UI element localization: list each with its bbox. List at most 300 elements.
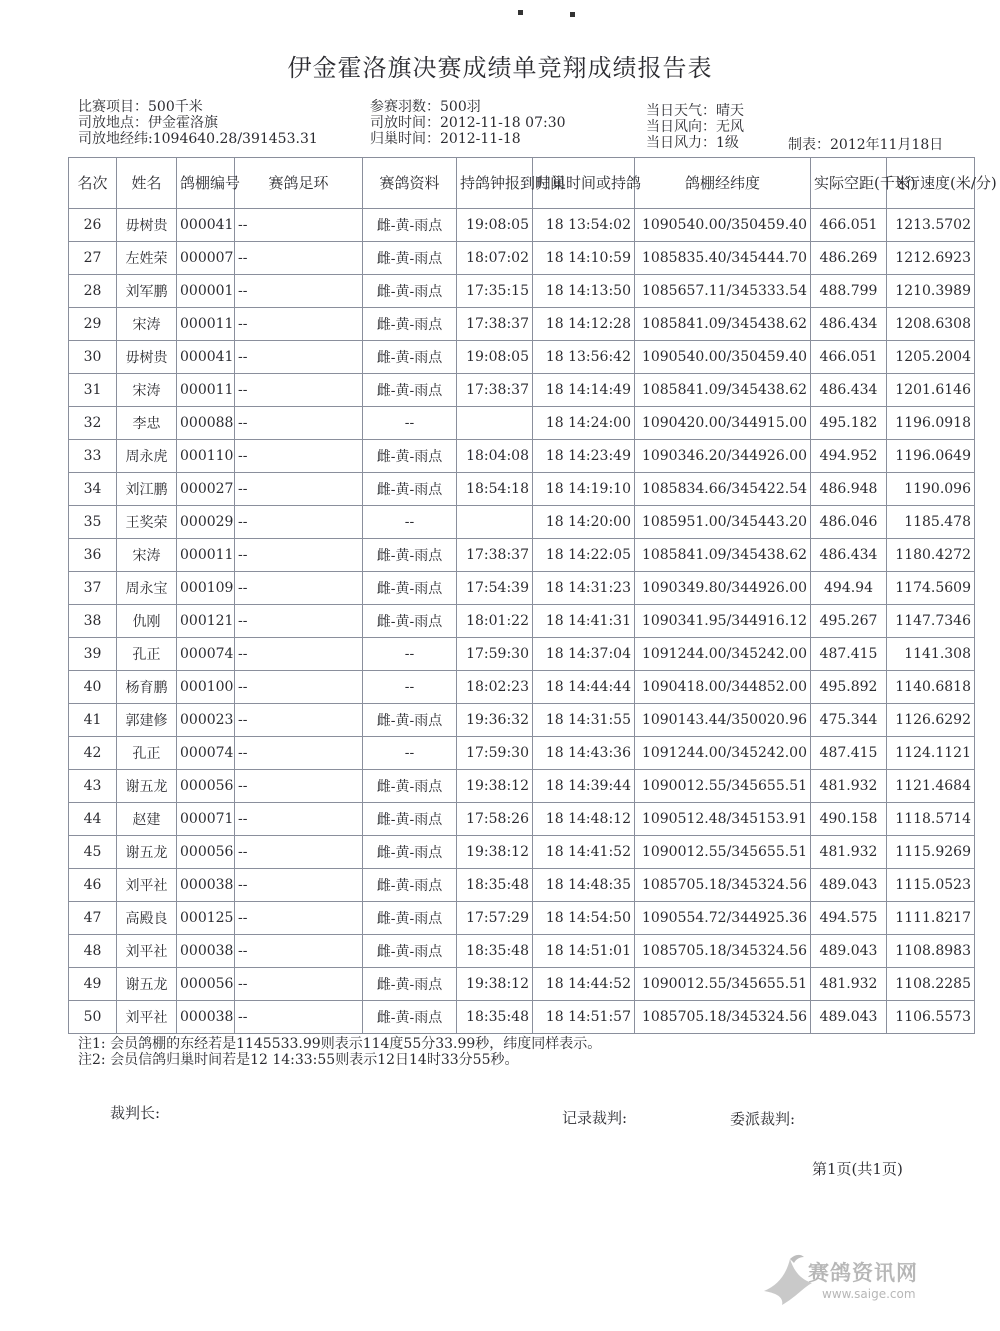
cell-coords: 1085705.18/345324.56 bbox=[635, 869, 811, 902]
table-row bbox=[69, 473, 975, 506]
cell-return-time: 18 14:13:50 bbox=[533, 275, 635, 308]
cell-ring: -- bbox=[235, 902, 363, 935]
cell-name: 杨育鹏 bbox=[117, 671, 177, 704]
cell-loft-id: 000074 bbox=[177, 638, 235, 671]
cell-distance: 487.415 bbox=[811, 737, 887, 770]
cell-ring: -- bbox=[235, 242, 363, 275]
cell-coords: 1090418.00/344852.00 bbox=[635, 671, 811, 704]
cell-pigeon-info: 雌-黄-雨点 bbox=[363, 473, 457, 506]
cell-loft-id: 000041 bbox=[177, 209, 235, 242]
delegate-judge-label: 委派裁判: bbox=[730, 1110, 796, 1128]
wind-force: 当日风力：1级 bbox=[646, 135, 739, 151]
cell-distance: 487.415 bbox=[811, 638, 887, 671]
cell-pigeon-info: 雌-黄-雨点 bbox=[363, 242, 457, 275]
cell-distance: 475.344 bbox=[811, 704, 887, 737]
cell-rank: 34 bbox=[69, 473, 117, 506]
cell-loft-id: 000027 bbox=[177, 473, 235, 506]
cell-name: 宋涛 bbox=[117, 539, 177, 572]
cell-pigeon-info: 雌-黄-雨点 bbox=[363, 704, 457, 737]
cell-pigeon-info: 雌-黄-雨点 bbox=[363, 869, 457, 902]
cell-coords: 1090349.80/344926.00 bbox=[635, 572, 811, 605]
cell-speed: 1212.6923 bbox=[887, 242, 975, 275]
cell-rank: 41 bbox=[69, 704, 117, 737]
cell-loft-id: 000056 bbox=[177, 770, 235, 803]
release-place: 司放地点：伊金霍洛旗 bbox=[78, 115, 218, 131]
cell-name: 刘平社 bbox=[117, 1001, 177, 1034]
cell-distance: 486.948 bbox=[811, 473, 887, 506]
cell-return-time: 18 14:12:28 bbox=[533, 308, 635, 341]
cell-speed: 1196.0649 bbox=[887, 440, 975, 473]
cell-name: 刘平社 bbox=[117, 869, 177, 902]
cell-clock-time: 17:54:39 bbox=[457, 572, 533, 605]
cell-clock-time: 18:54:18 bbox=[457, 473, 533, 506]
cell-return-time: 18 14:44:44 bbox=[533, 671, 635, 704]
cell-distance: 486.269 bbox=[811, 242, 887, 275]
cell-loft-id: 000056 bbox=[177, 968, 235, 1001]
cell-coords: 1085835.40/345444.70 bbox=[635, 242, 811, 275]
header-return-time: 归巢时间或持鸽 bbox=[533, 158, 635, 209]
weather: 当日天气：晴天 bbox=[646, 103, 744, 119]
cell-rank: 46 bbox=[69, 869, 117, 902]
cell-clock-time: 18:07:02 bbox=[457, 242, 533, 275]
table-row bbox=[69, 836, 975, 869]
cell-pigeon-info: 雌-黄-雨点 bbox=[363, 440, 457, 473]
cell-name: 王奖荣 bbox=[117, 506, 177, 539]
cell-coords: 1085841.09/345438.62 bbox=[635, 374, 811, 407]
header-loft-id: 鸽棚编号 bbox=[177, 158, 235, 209]
cell-distance: 489.043 bbox=[811, 869, 887, 902]
cell-rank: 49 bbox=[69, 968, 117, 1001]
table-row bbox=[69, 341, 975, 374]
table-row bbox=[69, 308, 975, 341]
cell-name: 谢五龙 bbox=[117, 770, 177, 803]
cell-loft-id: 000038 bbox=[177, 869, 235, 902]
cell-name: 孔正 bbox=[117, 638, 177, 671]
table-row bbox=[69, 1001, 975, 1034]
cell-speed: 1213.5702 bbox=[887, 209, 975, 242]
watermark-name: 赛鸽资讯网 bbox=[808, 1261, 918, 1285]
cell-rank: 42 bbox=[69, 737, 117, 770]
table-row bbox=[69, 374, 975, 407]
cell-return-time: 18 13:56:42 bbox=[533, 341, 635, 374]
cell-coords: 1090540.00/350459.40 bbox=[635, 341, 811, 374]
cell-distance: 481.932 bbox=[811, 770, 887, 803]
cell-distance: 489.043 bbox=[811, 935, 887, 968]
cell-coords: 1090554.72/344925.36 bbox=[635, 902, 811, 935]
cell-return-time: 18 14:14:49 bbox=[533, 374, 635, 407]
cell-clock-time: 19:38:12 bbox=[457, 836, 533, 869]
cell-loft-id: 000011 bbox=[177, 539, 235, 572]
cell-distance: 490.158 bbox=[811, 803, 887, 836]
cell-pigeon-info: -- bbox=[363, 737, 457, 770]
cell-loft-id: 000038 bbox=[177, 1001, 235, 1034]
cell-ring: -- bbox=[235, 671, 363, 704]
cell-coords: 1090012.55/345655.51 bbox=[635, 968, 811, 1001]
cell-name: 宋涛 bbox=[117, 308, 177, 341]
cell-rank: 36 bbox=[69, 539, 117, 572]
cell-distance: 495.267 bbox=[811, 605, 887, 638]
cell-rank: 29 bbox=[69, 308, 117, 341]
header-clock-time: 持鸽钟报到时间 bbox=[457, 158, 533, 209]
cell-rank: 45 bbox=[69, 836, 117, 869]
table-row bbox=[69, 638, 975, 671]
cell-coords: 1091244.00/345242.00 bbox=[635, 638, 811, 671]
cell-pigeon-info: -- bbox=[363, 671, 457, 704]
cell-speed: 1108.8983 bbox=[887, 935, 975, 968]
cell-rank: 38 bbox=[69, 605, 117, 638]
cell-pigeon-info: 雌-黄-雨点 bbox=[363, 275, 457, 308]
report-title: 伊金霍洛旗决赛成绩单竞翔成绩报告表 bbox=[287, 54, 713, 82]
cell-clock-time: 17:38:37 bbox=[457, 539, 533, 572]
table-row bbox=[69, 572, 975, 605]
cell-pigeon-info: 雌-黄-雨点 bbox=[363, 572, 457, 605]
cell-name: 刘军鹏 bbox=[117, 275, 177, 308]
cell-name: 郭建修 bbox=[117, 704, 177, 737]
table-row bbox=[69, 407, 975, 440]
cell-clock-time: 18:01:22 bbox=[457, 605, 533, 638]
header-row bbox=[69, 158, 975, 209]
cell-coords: 1085841.09/345438.62 bbox=[635, 539, 811, 572]
cell-coords: 1085657.11/345333.54 bbox=[635, 275, 811, 308]
cell-ring: -- bbox=[235, 209, 363, 242]
cell-ring: -- bbox=[235, 572, 363, 605]
cell-coords: 1090012.55/345655.51 bbox=[635, 770, 811, 803]
cell-rank: 26 bbox=[69, 209, 117, 242]
cell-return-time: 18 14:22:05 bbox=[533, 539, 635, 572]
cell-ring: -- bbox=[235, 968, 363, 1001]
cell-return-time: 18 14:41:31 bbox=[533, 605, 635, 638]
cell-pigeon-info: 雌-黄-雨点 bbox=[363, 539, 457, 572]
cell-pigeon-info: -- bbox=[363, 506, 457, 539]
cell-rank: 30 bbox=[69, 341, 117, 374]
header-name: 姓名 bbox=[117, 158, 177, 209]
cell-name: 仇刚 bbox=[117, 605, 177, 638]
cell-loft-id: 000038 bbox=[177, 935, 235, 968]
return-date: 归巢时间：2012-11-18 bbox=[370, 131, 521, 147]
scan-mark bbox=[518, 10, 523, 15]
table-row bbox=[69, 440, 975, 473]
cell-ring: -- bbox=[235, 308, 363, 341]
cell-loft-id: 000029 bbox=[177, 506, 235, 539]
cell-name: 周永宝 bbox=[117, 572, 177, 605]
cell-loft-id: 000007 bbox=[177, 242, 235, 275]
cell-pigeon-info: 雌-黄-雨点 bbox=[363, 770, 457, 803]
cell-ring: -- bbox=[235, 638, 363, 671]
cell-speed: 1147.7346 bbox=[887, 605, 975, 638]
cell-loft-id: 000088 bbox=[177, 407, 235, 440]
info-column-2 bbox=[370, 99, 566, 147]
cell-rank: 28 bbox=[69, 275, 117, 308]
cell-name: 谢五龙 bbox=[117, 968, 177, 1001]
cell-pigeon-info: 雌-黄-雨点 bbox=[363, 374, 457, 407]
cell-clock-time: 17:35:15 bbox=[457, 275, 533, 308]
cell-rank: 39 bbox=[69, 638, 117, 671]
cell-speed: 1115.0523 bbox=[887, 869, 975, 902]
cell-speed: 1190.096 bbox=[887, 473, 975, 506]
cell-distance: 486.434 bbox=[811, 539, 887, 572]
cell-rank: 40 bbox=[69, 671, 117, 704]
cell-pigeon-info: 雌-黄-雨点 bbox=[363, 902, 457, 935]
cell-rank: 31 bbox=[69, 374, 117, 407]
cell-loft-id: 000023 bbox=[177, 704, 235, 737]
table-row bbox=[69, 605, 975, 638]
cell-coords: 1091244.00/345242.00 bbox=[635, 737, 811, 770]
cell-speed: 1126.6292 bbox=[887, 704, 975, 737]
release-time: 司放时间：2012-11-18 07:30 bbox=[370, 115, 566, 131]
cell-pigeon-info: -- bbox=[363, 407, 457, 440]
table-row bbox=[69, 539, 975, 572]
table-row bbox=[69, 275, 975, 308]
cell-distance: 466.051 bbox=[811, 341, 887, 374]
cell-ring: -- bbox=[235, 407, 363, 440]
cell-clock-time: 19:08:05 bbox=[457, 209, 533, 242]
header-speed: 飞行速度(米/分) bbox=[887, 158, 975, 209]
cell-ring: -- bbox=[235, 737, 363, 770]
cell-distance: 494.952 bbox=[811, 440, 887, 473]
cell-name: 毋树贵 bbox=[117, 341, 177, 374]
cell-return-time: 18 13:54:02 bbox=[533, 209, 635, 242]
table-row bbox=[69, 869, 975, 902]
cell-pigeon-info: 雌-黄-雨点 bbox=[363, 803, 457, 836]
cell-rank: 43 bbox=[69, 770, 117, 803]
header-coords: 鸽棚经纬度 bbox=[635, 158, 811, 209]
cell-coords: 1090143.44/350020.96 bbox=[635, 704, 811, 737]
results-table bbox=[68, 157, 997, 1034]
note-1: 注1: 会员鸽棚的东经若是1145533.99则表示114度55分33.99秒，纬度同样表示。 bbox=[78, 1036, 602, 1052]
cell-speed: 1118.5714 bbox=[887, 803, 975, 836]
table-row bbox=[69, 770, 975, 803]
cell-return-time: 18 14:41:52 bbox=[533, 836, 635, 869]
cell-loft-id: 000121 bbox=[177, 605, 235, 638]
cell-ring: -- bbox=[235, 341, 363, 374]
cell-distance: 486.434 bbox=[811, 374, 887, 407]
cell-speed: 1121.4684 bbox=[887, 770, 975, 803]
cell-clock-time: 18:04:08 bbox=[457, 440, 533, 473]
cell-speed: 1180.4272 bbox=[887, 539, 975, 572]
cell-clock-time bbox=[457, 506, 533, 539]
cell-pigeon-info: 雌-黄-雨点 bbox=[363, 308, 457, 341]
cell-rank: 37 bbox=[69, 572, 117, 605]
notes bbox=[78, 1036, 601, 1068]
table-row bbox=[69, 737, 975, 770]
cell-coords: 1090540.00/350459.40 bbox=[635, 209, 811, 242]
wind-direction: 当日风向：无风 bbox=[646, 119, 744, 135]
cell-pigeon-info: 雌-黄-雨点 bbox=[363, 209, 457, 242]
header-ring: 赛鸽足环 bbox=[235, 158, 363, 209]
info-column-3 bbox=[646, 103, 744, 151]
cell-coords: 1090341.95/344916.12 bbox=[635, 605, 811, 638]
cell-ring: -- bbox=[235, 935, 363, 968]
cell-clock-time: 17:57:29 bbox=[457, 902, 533, 935]
cell-clock-time: 18:02:23 bbox=[457, 671, 533, 704]
cell-clock-time: 17:38:37 bbox=[457, 308, 533, 341]
cell-distance: 466.051 bbox=[811, 209, 887, 242]
entry-count: 参赛羽数：500羽 bbox=[370, 99, 481, 115]
cell-distance: 494.94 bbox=[811, 572, 887, 605]
cell-speed: 1205.2004 bbox=[887, 341, 975, 374]
cell-name: 宋涛 bbox=[117, 374, 177, 407]
cell-rank: 44 bbox=[69, 803, 117, 836]
cell-ring: -- bbox=[235, 803, 363, 836]
cell-speed: 1140.6818 bbox=[887, 671, 975, 704]
cell-name: 左姓荣 bbox=[117, 242, 177, 275]
scan-mark bbox=[570, 12, 575, 17]
cell-speed: 1108.2285 bbox=[887, 968, 975, 1001]
cell-ring: -- bbox=[235, 473, 363, 506]
cell-return-time: 18 14:51:57 bbox=[533, 1001, 635, 1034]
cell-return-time: 18 14:37:04 bbox=[533, 638, 635, 671]
cell-rank: 48 bbox=[69, 935, 117, 968]
cell-speed: 1208.6308 bbox=[887, 308, 975, 341]
header-pigeon-info: 赛鸽资料 bbox=[363, 158, 457, 209]
cell-return-time: 18 14:51:01 bbox=[533, 935, 635, 968]
cell-clock-time: 18:35:48 bbox=[457, 869, 533, 902]
cell-distance: 481.932 bbox=[811, 836, 887, 869]
cell-return-time: 18 14:10:59 bbox=[533, 242, 635, 275]
cell-pigeon-info: 雌-黄-雨点 bbox=[363, 935, 457, 968]
page-number: 第1页(共1页) bbox=[812, 1160, 903, 1178]
cell-return-time: 18 14:31:23 bbox=[533, 572, 635, 605]
cell-rank: 27 bbox=[69, 242, 117, 275]
cell-clock-time: 18:35:48 bbox=[457, 1001, 533, 1034]
cell-speed: 1174.5609 bbox=[887, 572, 975, 605]
cell-name: 李忠 bbox=[117, 407, 177, 440]
cell-distance: 495.892 bbox=[811, 671, 887, 704]
cell-distance: 486.434 bbox=[811, 308, 887, 341]
cell-coords: 1085705.18/345324.56 bbox=[635, 1001, 811, 1034]
cell-speed: 1185.478 bbox=[887, 506, 975, 539]
cell-rank: 47 bbox=[69, 902, 117, 935]
cell-coords: 1090512.48/345153.91 bbox=[635, 803, 811, 836]
chief-judge-label: 裁判长: bbox=[110, 1104, 161, 1122]
cell-return-time: 18 14:43:36 bbox=[533, 737, 635, 770]
cell-clock-time: 19:08:05 bbox=[457, 341, 533, 374]
cell-return-time: 18 14:31:55 bbox=[533, 704, 635, 737]
cell-rank: 50 bbox=[69, 1001, 117, 1034]
cell-speed: 1196.0918 bbox=[887, 407, 975, 440]
cell-coords: 1085841.09/345438.62 bbox=[635, 308, 811, 341]
table-row bbox=[69, 968, 975, 1001]
table-row bbox=[69, 704, 975, 737]
cell-loft-id: 000001 bbox=[177, 275, 235, 308]
cell-loft-id: 000100 bbox=[177, 671, 235, 704]
cell-return-time: 18 14:44:52 bbox=[533, 968, 635, 1001]
table-row bbox=[69, 803, 975, 836]
cell-loft-id: 000071 bbox=[177, 803, 235, 836]
cell-loft-id: 000011 bbox=[177, 308, 235, 341]
cell-pigeon-info: 雌-黄-雨点 bbox=[363, 1001, 457, 1034]
cell-clock-time: 17:38:37 bbox=[457, 374, 533, 407]
cell-return-time: 18 14:48:35 bbox=[533, 869, 635, 902]
cell-ring: -- bbox=[235, 539, 363, 572]
cell-coords: 1090420.00/344915.00 bbox=[635, 407, 811, 440]
cell-clock-time: 17:59:30 bbox=[457, 638, 533, 671]
cell-ring: -- bbox=[235, 770, 363, 803]
cell-return-time: 18 14:48:12 bbox=[533, 803, 635, 836]
cell-speed: 1124.1121 bbox=[887, 737, 975, 770]
cell-clock-time: 19:38:12 bbox=[457, 968, 533, 1001]
cell-loft-id: 000110 bbox=[177, 440, 235, 473]
cell-speed: 1210.3989 bbox=[887, 275, 975, 308]
cell-rank: 33 bbox=[69, 440, 117, 473]
cell-name: 刘江鹏 bbox=[117, 473, 177, 506]
release-coords: 司放地经纬:1094640.28/391453.31 bbox=[78, 131, 318, 147]
header-rank: 名次 bbox=[69, 158, 117, 209]
cell-pigeon-info: 雌-黄-雨点 bbox=[363, 341, 457, 374]
header-distance: 实际空距(千米) bbox=[811, 158, 887, 209]
cell-name: 刘平社 bbox=[117, 935, 177, 968]
cell-distance: 488.799 bbox=[811, 275, 887, 308]
cell-speed: 1141.308 bbox=[887, 638, 975, 671]
table-row bbox=[69, 506, 975, 539]
cell-return-time: 18 14:19:10 bbox=[533, 473, 635, 506]
cell-return-time: 18 14:39:44 bbox=[533, 770, 635, 803]
table-row bbox=[69, 242, 975, 275]
cell-return-time: 18 14:20:00 bbox=[533, 506, 635, 539]
cell-return-time: 18 14:54:50 bbox=[533, 902, 635, 935]
cell-ring: -- bbox=[235, 374, 363, 407]
cell-pigeon-info: 雌-黄-雨点 bbox=[363, 836, 457, 869]
cell-clock-time: 18:35:48 bbox=[457, 935, 533, 968]
cell-clock-time: 19:38:12 bbox=[457, 770, 533, 803]
recorder-judge-label: 记录裁判: bbox=[562, 1109, 628, 1127]
cell-clock-time bbox=[457, 407, 533, 440]
watermark-url: www.saige.com bbox=[822, 1287, 916, 1301]
watermark-logo bbox=[760, 1245, 970, 1315]
cell-distance: 489.043 bbox=[811, 1001, 887, 1034]
race-item: 比赛项目：500千米 bbox=[78, 99, 203, 115]
cell-name: 周永虎 bbox=[117, 440, 177, 473]
cell-rank: 32 bbox=[69, 407, 117, 440]
table-row bbox=[69, 209, 975, 242]
cell-speed: 1106.5573 bbox=[887, 1001, 975, 1034]
cell-ring: -- bbox=[235, 836, 363, 869]
cell-clock-time: 17:59:30 bbox=[457, 737, 533, 770]
cell-loft-id: 000041 bbox=[177, 341, 235, 374]
cell-speed: 1111.8217 bbox=[887, 902, 975, 935]
made-by-date: 制表：2012年11月18日 bbox=[788, 137, 944, 153]
cell-loft-id: 000109 bbox=[177, 572, 235, 605]
cell-ring: -- bbox=[235, 704, 363, 737]
cell-coords: 1090012.55/345655.51 bbox=[635, 836, 811, 869]
cell-ring: -- bbox=[235, 440, 363, 473]
cell-loft-id: 000011 bbox=[177, 374, 235, 407]
cell-pigeon-info: 雌-黄-雨点 bbox=[363, 605, 457, 638]
cell-ring: -- bbox=[235, 1001, 363, 1034]
cell-coords: 1090346.20/344926.00 bbox=[635, 440, 811, 473]
cell-distance: 481.932 bbox=[811, 968, 887, 1001]
cell-clock-time: 19:36:32 bbox=[457, 704, 533, 737]
cell-speed: 1115.9269 bbox=[887, 836, 975, 869]
cell-ring: -- bbox=[235, 869, 363, 902]
cell-name: 孔正 bbox=[117, 737, 177, 770]
note-2: 注2: 会员信鸽归巢时间若是12 14:33:55则表示12日14时33分55秒。 bbox=[78, 1052, 519, 1068]
cell-rank: 35 bbox=[69, 506, 117, 539]
cell-return-time: 18 14:24:00 bbox=[533, 407, 635, 440]
cell-return-time: 18 14:23:49 bbox=[533, 440, 635, 473]
cell-distance: 494.575 bbox=[811, 902, 887, 935]
cell-pigeon-info: -- bbox=[363, 638, 457, 671]
table-row bbox=[69, 671, 975, 704]
cell-pigeon-info: 雌-黄-雨点 bbox=[363, 968, 457, 1001]
cell-coords: 1085834.66/345422.54 bbox=[635, 473, 811, 506]
cell-clock-time: 17:58:26 bbox=[457, 803, 533, 836]
cell-ring: -- bbox=[235, 506, 363, 539]
cell-name: 赵建 bbox=[117, 803, 177, 836]
cell-loft-id: 000056 bbox=[177, 836, 235, 869]
cell-loft-id: 000074 bbox=[177, 737, 235, 770]
cell-ring: -- bbox=[235, 605, 363, 638]
